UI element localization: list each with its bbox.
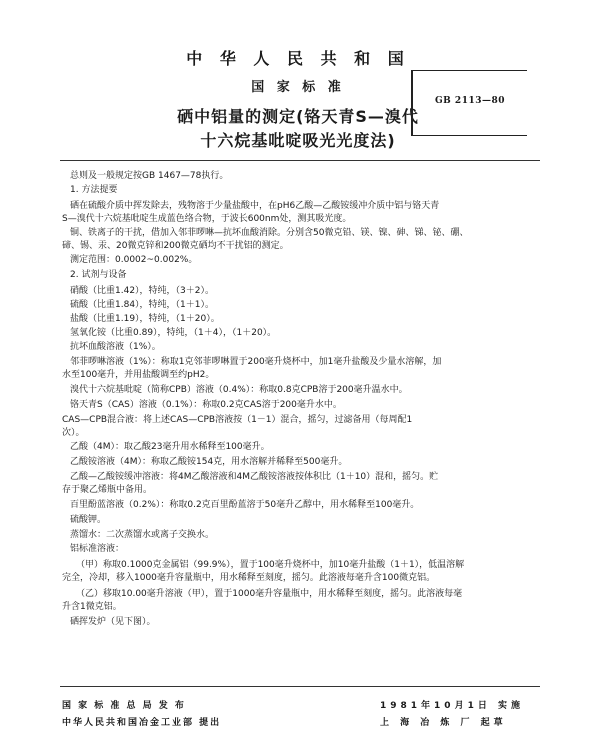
body-line: 铜、铁离子的干扰，借加入邻菲啰啉—抗坏血酸消除。分别含50微克铅、镁、镍、砷、锑、铋、硼、 bbox=[70, 228, 469, 238]
issuer: 国 家 标 准 总 局 发 布 bbox=[62, 701, 186, 711]
document-title-line2: 十六烷基吡啶吸光光度法) bbox=[200, 131, 396, 150]
section-heading: 2. 试剂与设备 bbox=[70, 270, 127, 280]
standard-code-box bbox=[411, 70, 527, 136]
footer-divider bbox=[60, 686, 540, 687]
body-line: S—溴代十六烷基吡啶生成蓝色络合物，于波长600nm处，测其吸光度。 bbox=[62, 214, 352, 224]
body-line: 铬天青S（CAS）溶液（0.1%）：称取0.2克CAS溶于200毫升水中。 bbox=[70, 400, 342, 410]
body-line: 硫酸钾。 bbox=[70, 515, 107, 525]
body-line: 乙酸铵溶液（4M）：称取乙酸铵154克，用水溶解并稀释至500毫升。 bbox=[70, 457, 348, 467]
body-line: 硒在硫酸介质中挥发除去，残物溶于少量盐酸中，在pH6乙酸—乙酸铵缓冲介质中铝与铬天青 bbox=[70, 201, 440, 211]
body-line: 次）。 bbox=[62, 428, 85, 438]
body-line: 硒挥发炉（见下图）。 bbox=[70, 617, 156, 627]
body-line: 邻菲啰啉溶液（1%）：称取1克邻菲啰啉置于200毫升烧杯中，加1毫升盐酸及少量水溶解，加 bbox=[70, 357, 442, 367]
body-line: 完全，冷却，移入1000毫升容量瓶中，用水稀释至刻度，摇匀。此溶液每毫升含100微克铝。 bbox=[62, 573, 436, 583]
body-line: 乙酸（4M）：取乙酸23毫升用水稀释至100毫升。 bbox=[70, 442, 270, 452]
body-line: 百里酚蓝溶液（0.2%）：称取0.2克百里酚蓝溶于50毫升乙醇中，用水稀释至100毫升。 bbox=[70, 500, 420, 510]
body-line: 蒸馏水：二次蒸馏水或离子交换水。 bbox=[70, 530, 215, 540]
code-box-bottom-rule bbox=[413, 135, 527, 136]
body-line: 盐酸（比重1.19），特纯，（1＋20）。 bbox=[70, 314, 220, 324]
body-line: 硝酸（比重1.42），特纯，（3＋2）。 bbox=[70, 286, 214, 296]
code-box-top-rule bbox=[413, 70, 527, 71]
body-line: 铝标准溶液： bbox=[70, 544, 125, 554]
body-line: 氢氧化铵（比重0.89），特纯，（1＋4），（1＋20）。 bbox=[70, 328, 277, 338]
body-line: 抗坏血酸溶液（1%）。 bbox=[70, 342, 161, 352]
country-title: 中 华 人 民 共 和 国 bbox=[186, 49, 410, 68]
body-line: CAS—CPB混合液：将上述CAS—CPB溶液按（1－1）混合，摇匀，过滤备用（每周配1 bbox=[62, 415, 413, 425]
body-line: 升含1微克铝。 bbox=[62, 602, 122, 612]
document-title-line1: 硒中铝量的测定(铬天青S—溴代 bbox=[177, 107, 419, 126]
header-divider bbox=[60, 160, 540, 161]
standard-type: 国 家 标 准 bbox=[251, 80, 345, 95]
body-line: 乙酸—乙酸铵缓冲溶液：将4M乙酸溶液和4M乙酸铵溶液按体积比（1＋10）混和，摇匀。贮 bbox=[70, 472, 439, 482]
body-line: 硫酸（比重1.84），特纯，（1＋1）。 bbox=[70, 300, 214, 310]
effective-date: 1981年10月1日 实施 bbox=[380, 701, 524, 711]
body-line: 测定范围：0.0002~0.002%。 bbox=[70, 255, 198, 265]
standard-code: GB 2113—80 bbox=[435, 96, 505, 106]
body-line: 水至100毫升，并用盐酸调至约pH2。 bbox=[62, 370, 215, 380]
section-heading: 1. 方法提要 bbox=[70, 185, 118, 195]
body-line: 总则及一般规定按GB 1467—78执行。 bbox=[70, 171, 229, 181]
drafter: 上 海 冶 炼 厂 起草 bbox=[380, 718, 507, 728]
proposer: 中华人民共和国冶金工业部 提出 bbox=[62, 718, 222, 728]
body-line: （甲）称取0.1000克金属铝（99.9%），置于100毫升烧杯中，加10毫升盐酸（1＋1），低温溶解 bbox=[76, 560, 465, 570]
body-line: 溴代十六烷基吡啶（简称CPB）溶液（0.4%）：称取0.8克CPB溶于200毫升温水中。 bbox=[70, 385, 408, 395]
body-line: （乙）移取10.00毫升溶液（甲），置于1000毫升容量瓶中，用水稀释至刻度，摇匀。此溶液每毫 bbox=[76, 589, 463, 599]
body-line: 碲、锡、汞、20微克锌和200微克硒均不干扰铝的测定。 bbox=[62, 241, 289, 251]
body-line: 存于聚乙烯瓶中备用。 bbox=[62, 485, 153, 495]
